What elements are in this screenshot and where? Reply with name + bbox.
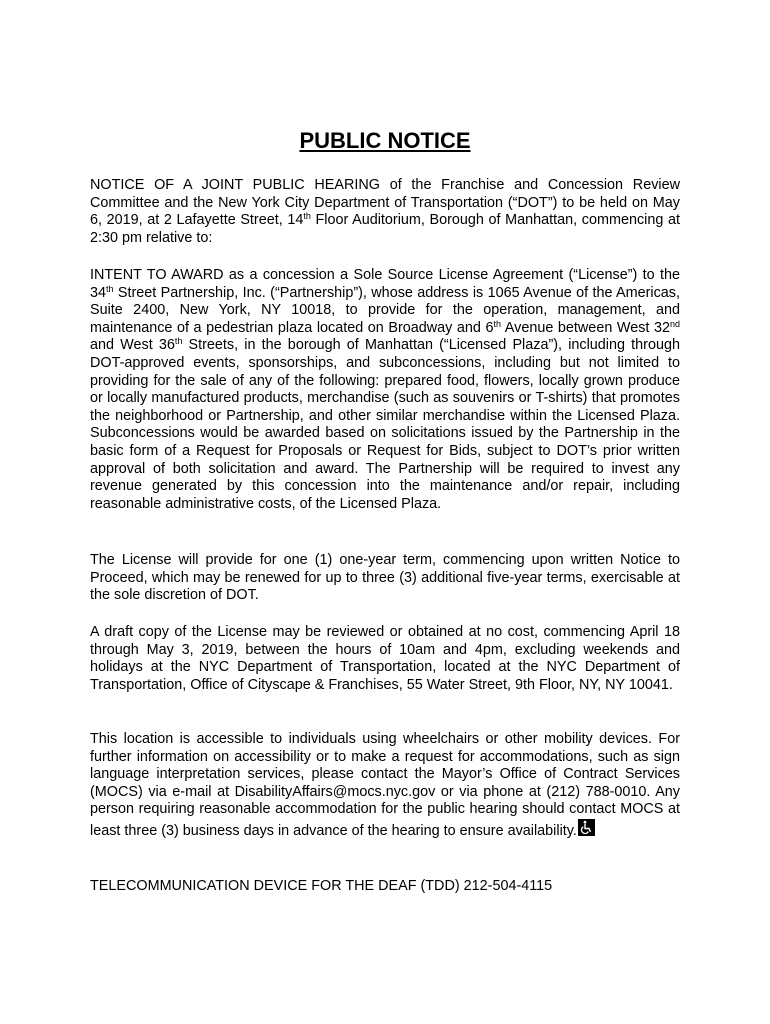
accessibility-paragraph xyxy=(90,731,680,841)
ordinal-suffix: th xyxy=(174,336,183,347)
draft-copy-paragraph: A draft copy of the License may be reviewed or obtained at no cost, commencing April 18 through May 3, 2019, between the hours of 10am and 4pm, excluding weekends and holidays at the NYC Department of Transportation, located at the NYC Department of Transportation, Office of Cityscape & Franchises, 55 Water Street, 9th Floor, NY, NY 10041. xyxy=(90,624,680,693)
award-text-e: Streets, in the borough of Manhattan (“Licensed Plaza”), including through DOT-approved events, sponsorships, and subconcessions, including but not limited to providing for the sale of any of the following: prepared food, flowers, locally grown produce or locally manufactured products, merchandise (such as souvenirs or T-shirts) that promotes the neighborhood or Partnership, and other similar merchandise within the Licensed Plaza. Subconcessions would be awarded based on solicitations issued by the Partnership in the basic form of a Request for Proposals or Request for Bids, subject to DOT’s prior written approval of both solicitation and award. The Partnership will be required to invest any revenue generated by this concession into the maintenance and/or repair, including reasonable administrative costs, of the Licensed Plaza. xyxy=(90,337,680,512)
ordinal-suffix: th xyxy=(493,318,502,329)
hearing-notice-paragraph xyxy=(90,177,680,247)
award-text-d: and West 36 xyxy=(90,337,175,354)
wheelchair-accessibility-icon xyxy=(578,819,595,836)
ordinal-suffix: th xyxy=(106,283,114,294)
award-text-a: INTENT TO AWARD as a concession a Sole Source License Agreement (“License”) to the 34 xyxy=(90,267,680,301)
page-title: PUBLIC NOTICE xyxy=(299,128,471,153)
tdd-line: TELECOMMUNICATION DEVICE FOR THE DEAF (TDD) 212-504-4115 xyxy=(90,878,553,894)
award-text-b: Street Partnership, Inc. (“Partnership”), whose address is 1065 Avenue of the Americas, Suite 2400, New York, NY 10018, to provide for the operation, management, and maintenance of a pedestrian plaza located on Broadway and 6 xyxy=(90,284,680,336)
award-text-c: Avenue between West 32 xyxy=(501,319,670,336)
ordinal-suffix: th xyxy=(303,211,311,222)
accessibility-text: This location is accessible to individuals using wheelchairs or other mobility devices. For further information on accessibility or to make a request for accommodations, such as sign language interpretation services, please contact the Mayor’s Office of Contract Services (MOCS) via e-mail at DisabilityAffairs@mocs.nyc.gov or via phone at (212) 788-0010. Any person requiring reasonable accommodation for the public hearing should contact MOCS at least three (3) business days in advance of the hearing to ensure availability. xyxy=(90,731,680,839)
hearing-text-b: Floor Auditorium, Borough of Manhattan, commencing at 2:30 pm relative to: xyxy=(90,212,680,246)
hearing-text-a: NOTICE OF A JOINT PUBLIC HEARING of the Franchise and Concession Review Committee and the New York City Department of Transportation (“DOT”) to be held on May 6, 2019, at 2 Lafayette Street, 14 xyxy=(90,177,680,229)
ordinal-suffix: nd xyxy=(669,318,680,329)
license-term-paragraph: The License will provide for one (1) one-year term, commencing upon written Notice to Proceed, which may be renewed for up to three (3) additional five-year terms, exercisable at the sole discretion of DOT. xyxy=(90,552,680,604)
intent-to-award-paragraph xyxy=(90,267,680,513)
